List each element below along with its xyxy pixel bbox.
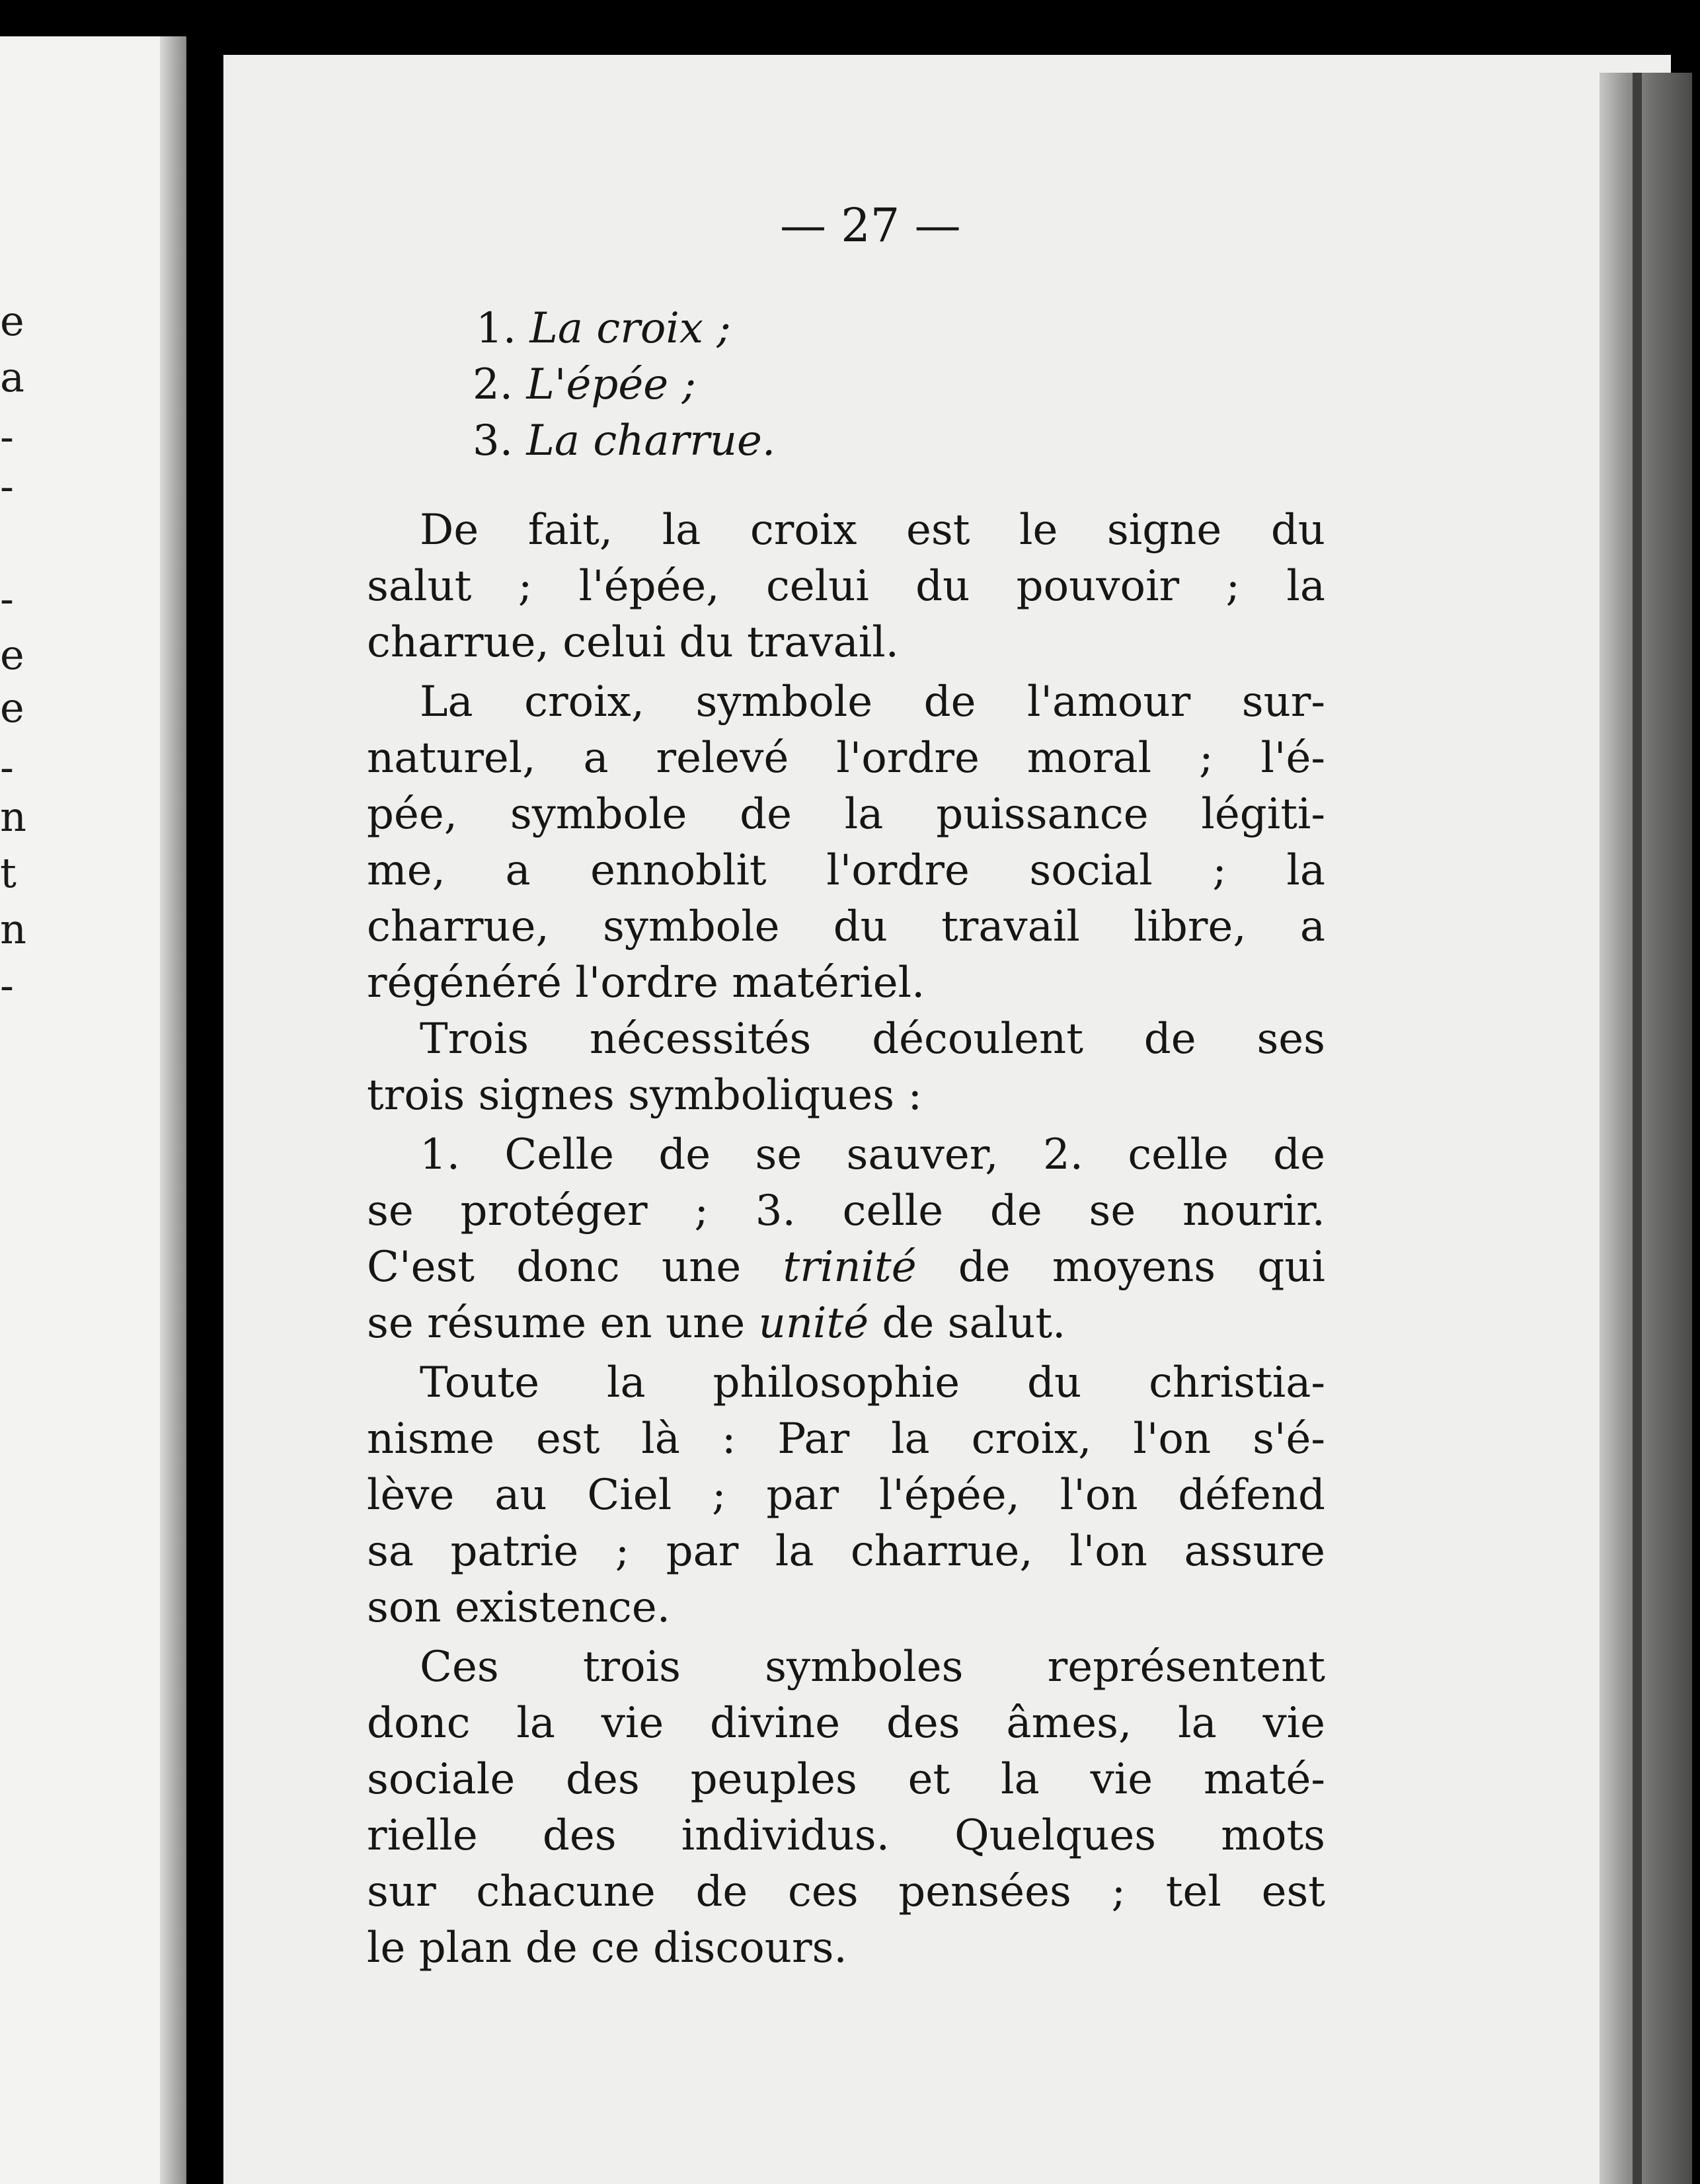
text-line: Trois nécessités découlent de ses [420,1015,1325,1064]
list-number: 3. [473,416,514,465]
text-line: salut ; l'épée, celui du pouvoir ; la [367,562,1325,611]
text-line: La croix, symbole de l'amour sur- [420,678,1325,726]
left-page-fragment: - [0,462,14,510]
text-line: me, a ennoblit l'ordre social ; la [367,846,1325,895]
left-page-fragment: e [0,683,24,732]
text-line: C'est donc une trinité de moyens qui [367,1243,1325,1292]
list-number: 2. [473,360,514,409]
list-item-2 [473,357,696,412]
list-text: L'épée ; [526,360,696,409]
text-line: se protéger ; 3. celle de se nourir. [367,1187,1325,1235]
left-page-fragment: n [0,905,26,953]
text-line: sur chacune de ces pensées ; tel est [367,1867,1325,1916]
text-line: donc la vie divine des âmes, la vie [367,1699,1325,1748]
text-line: De fait, la croix est le signe du [420,506,1325,555]
text-line: se résume en une unité de salut. [367,1299,1066,1348]
text-line: régénéré l'ordre matériel. [367,958,925,1007]
left-page-fragment: n [0,793,26,841]
text-line: rielle des individus. Quelques mots [367,1811,1325,1860]
left-page-fragment: - [0,574,14,623]
left-page-fragment: - [0,961,14,1009]
left-page-fragment: e [0,297,24,345]
left-page-fragment: - [0,412,14,461]
list-item-1 [476,301,731,356]
text-line: charrue, symbole du travail libre, a [367,902,1325,951]
left-page-fragment: t [0,849,17,897]
text-line: Ces trois symboles représentent [420,1643,1325,1692]
list-item-3 [473,413,775,469]
page-edge-line [1633,73,1642,2184]
text-line: 1. Celle de se sauver, 2. celle de [420,1130,1325,1179]
text-line: le plan de ce discours. [367,1924,847,1972]
left-page-fragment: e [0,631,24,679]
text-line: sociale des peuples et la vie maté- [367,1755,1325,1804]
list-text: La croix ; [529,304,731,353]
left-page-fragment: a [0,353,24,401]
text-line: trois signes symboliques : [367,1071,922,1120]
text-line: sa patrie ; par la charrue, l'on assure [367,1527,1325,1576]
list-number: 1. [476,304,517,353]
page-edge [1600,73,1692,2184]
text-line: lève au Ciel ; par l'épée, l'on défend [367,1471,1325,1520]
list-text: La charrue. [526,416,776,465]
text-line: charrue, celui du travail. [367,618,899,667]
text-line: nisme est là : Par la croix, l'on s'é- [367,1415,1325,1463]
left-page [0,36,180,2184]
text-line: Toute la philosophie du christia- [420,1358,1325,1407]
text-line: son existence. [367,1583,671,1632]
left-page-gutter [160,36,186,2184]
left-page-fragment: - [0,743,14,791]
text-line: pée, symbole de la puissance légiti- [367,790,1325,839]
page-number: — 27 — [780,198,961,253]
text-line: naturel, a relevé l'ordre moral ; l'é- [367,734,1325,783]
